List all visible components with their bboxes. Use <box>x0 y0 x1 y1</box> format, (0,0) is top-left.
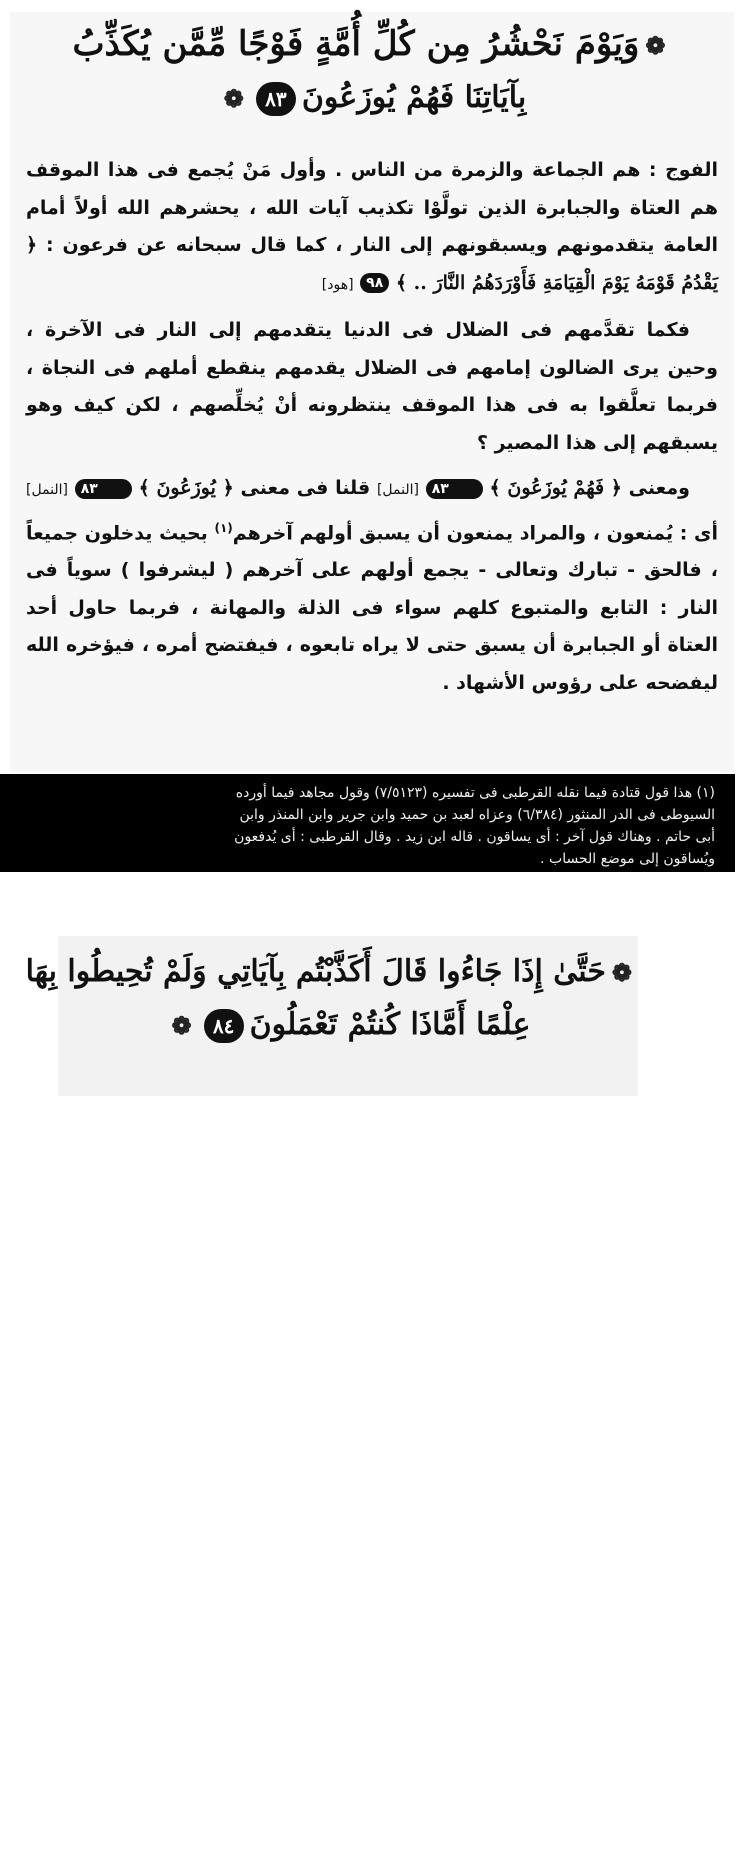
ornament-icon: ❁ <box>171 1011 192 1040</box>
footnote-box <box>0 774 735 872</box>
footnote-line-1: (١) هذا قول قتادة فيما نقله القرطبى فى تفسيره (٧/٥١٢٣) وقول مجاهد فيما أورده <box>235 785 715 801</box>
verse-84-line-2: عِلْمًا أَمَّاذَا كُنتُمْ تَعْمَلُونَ٨٤❁ <box>171 1007 531 1042</box>
ayah-number-badge: ٨٣ <box>75 479 132 499</box>
page-scan <box>10 12 734 772</box>
quran-quote: ﴿ يُوزَعُونَ ﴾ <box>138 477 234 499</box>
verse-83-line-2: بِآيَاتِنَا فَهُمْ يُوزَعُونَ٨٣❁ <box>223 80 527 115</box>
footnote-marker: (١) <box>214 520 233 535</box>
ayah-number-badge: ٨٤ <box>204 1009 244 1043</box>
ornament-icon: ❁ <box>223 84 244 113</box>
paragraph-1: الفوج : هم الجماعة والزمرة من الناس . وأول مَنْ يُجمع فى هذا الموقف هم العتاة والجبابرة الذين تولَّوْا تكذيب آيات الله ، يحشرهم الله أولاً أمام العامة يتقدمونهم ويسبقونهم إلى النار ، كما قال سبحانه عن فرعون : ﴿ يَقْدُمُ قَوْمَهُ يَوْمَ الْقِيَامَةِ فَأَوْرَدَهُمُ النَّارَ .. ﴾ ٩٨ [هود] <box>26 159 718 294</box>
ayah-number-badge: ٩٨ <box>360 273 389 293</box>
paragraph-2: فكما تقدَّمهم فى الضلال فى الدنيا يتقدمهم إلى النار فى الآخرة ، وحين يرى الضالون إمامهم فى الضلال يقدمهم ينقطع أملهم فى النجاة ، فربما تعلَّقوا به فى هذا الموقف ينتظرونه أنْ يُخلِّصهم ، لكن كيف وهو يسبقهم إلى هذا المصير ؟ <box>26 319 718 454</box>
quran-quote: ﴿ فَهُمْ يُوزَعُونَ ﴾ <box>489 477 622 499</box>
commentary-text <box>26 152 718 710</box>
surah-reference: [هود] <box>321 276 354 293</box>
verse-84-heading <box>25 946 638 1052</box>
surah-reference: [النمل] <box>26 482 68 498</box>
verse-84-line-1: ❁حَتَّىٰ إِذَا جَاءُوا قَالَ أَكَذَّبْتُم بِآيَاتِي وَلَمْ تُحِيطُوا بِهَا <box>25 954 632 989</box>
verse-83-heading <box>10 18 734 125</box>
ayah-number-badge: ٨٣ <box>256 82 296 116</box>
ornament-icon: ❁ <box>645 31 666 60</box>
paragraph-3: ومعنى ﴿ فَهُمْ يُوزَعُونَ ﴾ ٨٣ [النمل] قلنا فى معنى ﴿ يُوزَعُونَ ﴾ ٨٣ [النمل] أى : يُمنعون ، والمراد يمنعون أن يسبق أولهم آخرهم$^{(١)}$ بحيث يدخلون جميعاً ، فالحق - تبارك وتعالى - يجمع أولهم على آخرهم ( ليشرفوا ) سوياً فى النار : التابع والمتبوع كلهم سواء فى الذلة والمهانة ، فربما حاول أحد العتاة أو الجبابرة أن يسبق حتى لا يراه تابعوه ، فيفتضح أمره ، فيؤخره الله ليفضحه على رؤوس الأشهاد . <box>26 477 718 694</box>
footnote-line-2: السيوطى فى الدر المنثور (٦/٣٨٤) وعزاه لعبد بن حميد وابن جرير وابن المنذر وابن <box>239 807 715 823</box>
verse-83-line-1: ❁وَيَوْمَ نَحْشُرُ مِن كُلِّ أُمَّةٍ فَوْجًا مِّمَّن يُكَذِّبُ <box>72 24 666 64</box>
quran-quote: ﴿ يَقْدُمُ قَوْمَهُ يَوْمَ الْقِيَامَةِ فَأَوْرَدَهُمُ النَّارَ .. ﴾ <box>26 234 718 294</box>
footnote-line-4: ويُساقون إلى موضع الحساب . <box>540 851 715 867</box>
ornament-icon: ❁ <box>611 958 632 987</box>
ayah-number-badge: ٨٣ <box>426 479 483 499</box>
surah-reference: [النمل] <box>376 482 419 498</box>
footnote-line-3: أبى حاتم . وهناك قول آخر : أى يساقون . قاله ابن زيد . وقال القرطبى : أى يُدفعون <box>234 829 715 845</box>
verse-84-panel <box>25 936 638 1096</box>
